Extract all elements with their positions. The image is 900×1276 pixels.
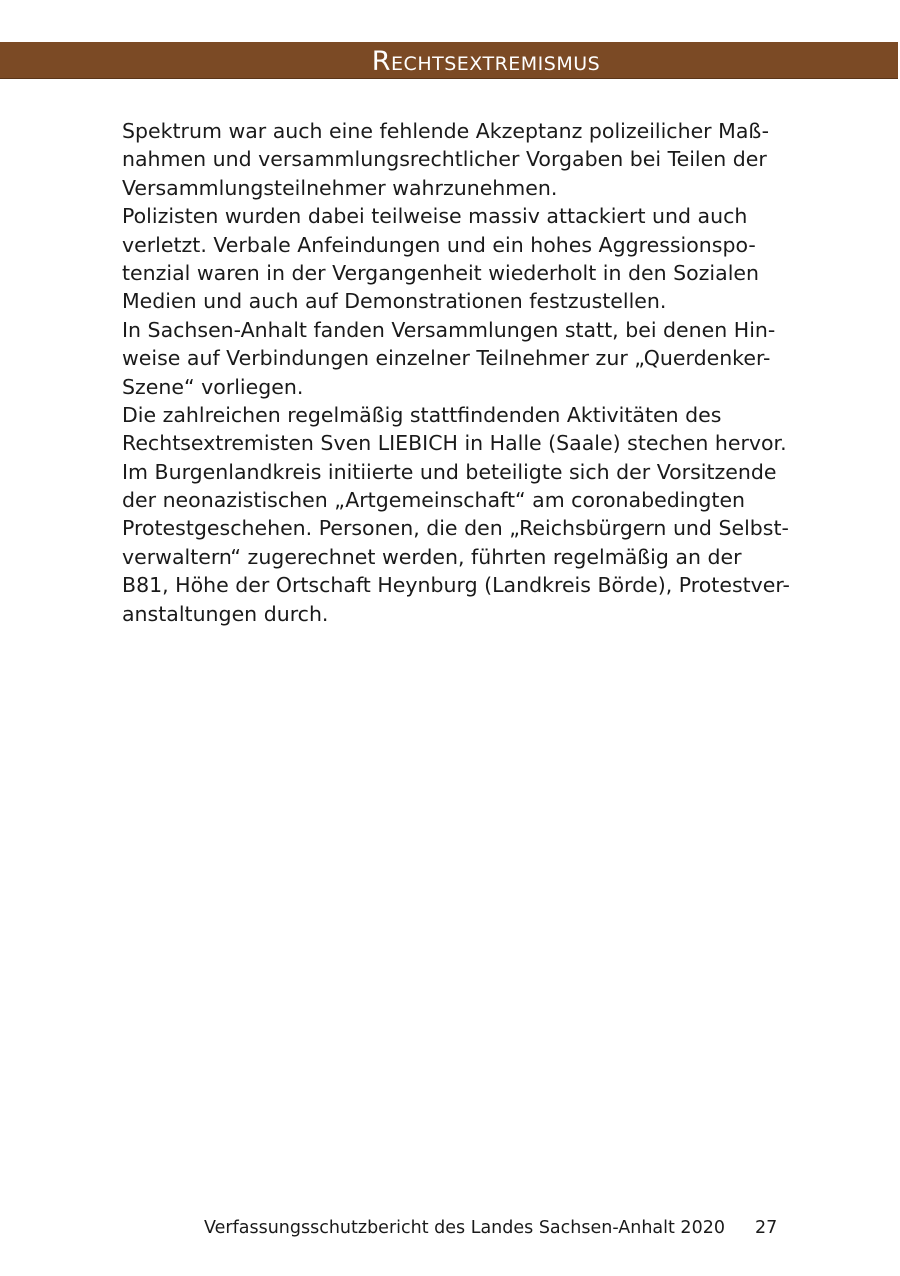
text-line: Medien und auch auf Demonstrationen festzustellen.	[122, 289, 667, 314]
text-line: Polizisten wurden dabei teilweise massiv attackiert und auch	[122, 204, 748, 229]
text-line: weise auf Verbindungen einzelner Teilnehmer zur „Querdenker-	[122, 346, 771, 371]
section-header-band	[0, 42, 898, 79]
text-line: Rechtsextremisten Sven LIEBICH in Halle (Saale) stechen hervor.	[122, 431, 787, 456]
section-title: Rechtsextremismus	[371, 46, 601, 77]
text-line: Versammlungsteilnehmer wahrzunehmen.	[122, 175, 558, 200]
text-line: der neonazistischen „Artgemeinschaft“ am coronabedingten	[122, 488, 746, 513]
page-number: 27	[755, 1218, 778, 1238]
footer-title: Verfassungsschutzbericht des Landes Sachsen-Anhalt 2020	[204, 1218, 725, 1238]
text-line: B81, Höhe der Ortschaft Heynburg (Landkreis Börde), Protestver-	[122, 573, 790, 598]
text-line: Die zahlreichen regelmäßig stattfindenden Aktivitäten des	[122, 402, 722, 427]
page-footer	[0, 1214, 900, 1242]
text-line: verwaltern“ zugerechnet werden, führten regelmäßig an der	[122, 544, 742, 569]
text-line: anstaltungen durch.	[122, 601, 329, 626]
body-paragraph	[122, 117, 790, 628]
text-line: tenzial waren in der Vergangenheit wiederholt in den Sozialen	[122, 260, 759, 285]
text-line: In Sachsen-Anhalt fanden Versammlungen statt, bei denen Hin-	[122, 317, 776, 342]
text-line: verletzt. Verbale Anfeindungen und ein hohes Aggressionspo-	[122, 232, 756, 257]
text-line: Szene“ vorliegen.	[122, 374, 304, 399]
text-line: Im Burgenlandkreis initiierte und beteiligte sich der Vorsitzende	[122, 459, 777, 484]
text-line: Protestgeschehen. Personen, die den „Reichsbürgern und Selbst-	[122, 516, 789, 541]
text-line: Spektrum war auch eine fehlende Akzeptanz polizeilicher Maß-	[122, 119, 770, 143]
text-line: nahmen und versammlungsrechtlicher Vorgaben bei Teilen der	[122, 147, 767, 172]
